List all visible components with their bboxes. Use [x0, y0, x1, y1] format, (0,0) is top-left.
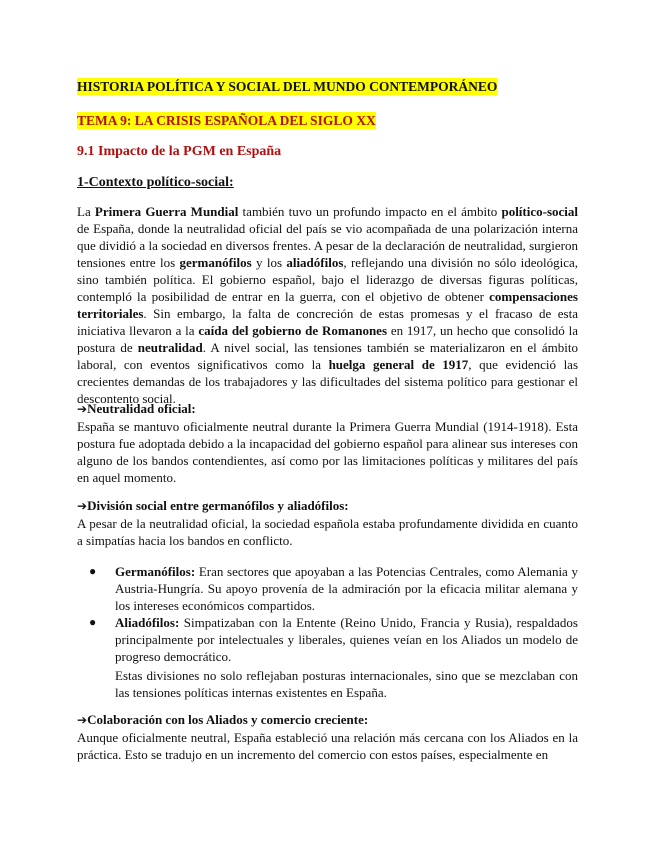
division-heading: ➔División social entre germanófilos y aliadófilos: — [77, 498, 349, 513]
list-item-germanofilos: ● Germanófilos: Eran sectores que apoyaban a las Potencias Centrales, como Alemania y Austria-Hungría. Su apoyo provenía de la admiración por la eficacia militar alemana y los intereses económicos compartidos. — [89, 564, 578, 613]
arrow-icon: ➔ — [77, 402, 88, 416]
colaboracion-section — [77, 711, 578, 763]
bullet-icon: ● — [89, 564, 97, 578]
colaboracion-heading: ➔Colaboración con los Aliados y comercio creciente: — [77, 712, 369, 727]
arrow-icon: ➔ — [77, 713, 88, 727]
neutralidad-text: España se mantuvo oficialmente neutral durante la Primera Guerra Mundial (1914-1918). Esta postura fue adoptada debido a la incapacidad del gobierno español para alinear sus intereses con alguno de los bandos contendientes, así como por las limitaciones políticas y militares del país en aquel momento. — [77, 419, 578, 485]
list-item-aliadofilos: ● Aliadófilos: Simpatizaban con la Entente (Reino Unido, Francia y Rusia), respaldados principalmente por intelectuales y liberales, quienes veían en los Aliados un modelo de progreso democrático. Estas divisiones no solo reflejaban posturas internacionales, sino que se mezclaban con las tensiones políticas internas existentes en España. — [89, 615, 578, 700]
bold-term: Primera Guerra Mundial — [94, 204, 239, 219]
neutralidad-heading: ➔Neutralidad oficial: — [77, 401, 196, 416]
bullet-icon: ● — [89, 615, 97, 629]
colaboracion-text: Aunque oficialmente neutral, España estableció una relación más cercana con los Aliados en la práctica. Esto se tradujo en un incremento del comercio con estos países, especialmente en — [77, 730, 578, 762]
division-section — [77, 497, 578, 549]
course-title: HISTORIA POLÍTICA Y SOCIAL DEL MUNDO CONTEMPORÁNEO — [77, 79, 498, 94]
bold-term: neutralidad — [137, 340, 203, 355]
bold-term: compensaciones territoriales — [77, 289, 578, 321]
neutralidad-section — [77, 400, 578, 486]
bold-term: germanófilos — [179, 255, 252, 270]
division-list — [89, 563, 578, 701]
intro-paragraph: La Primera Guerra Mundial también tuvo un profundo impacto en el ámbito político-social de España, donde la neutralidad oficial del país se vio acompañada de una polarización interna que dividió a la sociedad en diversos frentes. A pesar de la declaración de neutralidad, surgieron tensiones entre los germanófilos y los aliadófilos, reflejando una división no sólo ideológica, sino también política. El gobierno español, bajo el liderazgo de diversas figuras políticas, contempló la posibilidad de entrar en la guerra, con el objetivo de obtener compensaciones territoriales. Sin embargo, la falta de concreción de estas promesas y el fracaso de esta iniciativa llevaron a la caída del gobierno de Romanones en 1917, un hecho que consolidó la postura de neutralidad. A nivel social, las tensiones también se materializaron en el ámbito laboral, con eventos significativos como la huelga general de 1917, que evidenció las crecientes demandas de los trabajadores y las dificultades del sistema político para gestionar el descontento social. — [77, 204, 579, 406]
division-continuation: Estas divisiones no solo reflejaban posturas internacionales, sino que se mezclaban con las tensiones políticas internas existentes en España. — [115, 668, 578, 700]
section-heading: 9.1 Impacto de la PGM en España — [77, 144, 282, 159]
bold-term: huelga general de 1917 — [328, 357, 469, 372]
bold-term: aliadófilos — [286, 255, 344, 270]
topic-title: TEMA 9: LA CRISIS ESPAÑOLA DEL SIGLO XX — [77, 113, 376, 128]
bold-term: caída del gobierno de Romanones — [198, 323, 388, 338]
arrow-icon: ➔ — [77, 499, 88, 513]
bold-term: político-social — [501, 204, 579, 219]
division-text: A pesar de la neutralidad oficial, la sociedad española estaba profundamente dividida en cuanto a simpatías hacia los bandos en conflicto. — [77, 516, 578, 548]
section-subheading: 1-Contexto político-social: — [77, 175, 234, 190]
